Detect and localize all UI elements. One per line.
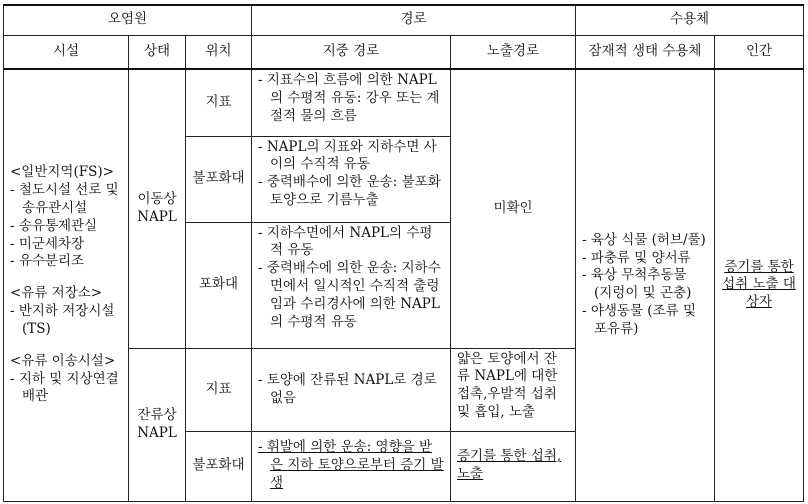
list-item: - 지표수의 흐름에 의한 NAPL의 수평적 유동: 강우 또는 계절적 물의 흐름 [258, 72, 440, 124]
header-facility: 시설 [4, 35, 129, 69]
ecological-receptors-cell [576, 69, 715, 501]
header-receptor-group: 수용체 [576, 5, 804, 35]
human-receptor-text: 증기를 통한 섭취 노출 대상자 [722, 258, 796, 311]
migration-mobile-saturated [252, 222, 451, 348]
facility-group-title: <유류 저장소> [10, 285, 103, 302]
list-item: - 토양에 잔류된 NAPL로 경로 없음 [258, 371, 437, 406]
migration-mobile-surface [252, 69, 451, 136]
facility-item-list [10, 303, 122, 339]
migration-list [258, 72, 444, 125]
header-exposure-path: 노출경로 [451, 35, 576, 69]
list-item: - 휘발에 의한 운송: 영향을 받은 지하 토양으로부터 증기 발생 [258, 439, 444, 491]
list-item: - NAPL의 지표와 지하수면 사이의 수직적 유동 [258, 138, 437, 173]
facility-item-list [10, 371, 122, 407]
exposure-mobile: 미확인 [451, 69, 576, 348]
migration-list [258, 225, 444, 332]
header-human-receptor: 인간 [715, 35, 804, 69]
facility-group [10, 353, 122, 406]
state-mobile-napl: 이동상 NAPL [129, 69, 186, 348]
facility-item: - 반지하 저장시설(TS) [10, 303, 115, 337]
exposure-residual-surface: 얇은 토양에서 잔류 NAPL에 대한 접촉,우발적 섭취 및 흡입, 노출 [451, 348, 576, 431]
header-ecological-receptor: 잠재적 생태 수용체 [576, 35, 715, 69]
header-path-group: 경로 [252, 5, 576, 35]
conceptual-site-model-table [3, 4, 804, 502]
list-item: - 중력배수에 의한 운송: 불포화토양으로 기름누출 [258, 174, 441, 208]
facility-item: - 유수분리조 [10, 253, 85, 270]
facility-group [10, 164, 122, 271]
location-mobile-surface: 지표 [186, 69, 252, 136]
facility-item: - 지하 및 지상연결배관 [10, 370, 119, 405]
facility-cell [4, 69, 129, 501]
header-migration-path: 지중 경로 [252, 35, 451, 69]
list-item: - 야생동물 (조류 및 포유류) [582, 303, 696, 337]
migration-residual-unsaturated [252, 431, 451, 501]
list-item: - 육상 식물 (허브/풀) [582, 231, 706, 248]
facility-item: - 송유통제관실 [10, 217, 98, 234]
header-source-group: 오염원 [4, 5, 252, 35]
header-location: 위치 [186, 35, 252, 69]
facility-group [10, 285, 122, 338]
location-residual-unsaturated: 불포화대 [186, 431, 252, 501]
list-item: - 육상 무척추동물 (지렁이 및 곤충) [582, 267, 692, 302]
facility-item-list [10, 182, 122, 271]
list-item: - 파충류 및 양서류 [582, 249, 691, 266]
facility-list [10, 164, 122, 406]
location-residual-surface: 지표 [186, 348, 252, 431]
exposure-residual-unsaturated: 증기를 통한 섭취, 노출 [451, 431, 576, 501]
migration-list [258, 439, 444, 492]
list-item: - 중력배수에 의한 운송: 지하수면에서 일시적인 수직적 출렁임과 수리경사에 의한 NAPL의 수평적 유동 [258, 260, 441, 330]
ecological-receptor-list [582, 232, 708, 339]
state-residual-napl: 잔류상 NAPL [129, 348, 186, 501]
list-item: - 지하수면에서 NAPL의 수평적 유동 [258, 224, 433, 259]
human-receptor-cell [715, 69, 804, 501]
migration-residual-surface [252, 348, 451, 431]
facility-group-title: <유류 이송시설> [10, 352, 116, 369]
facility-item: - 미군세차장 [10, 235, 85, 252]
header-state: 상태 [129, 35, 186, 69]
facility-group-title: <일반지역(FS)> [10, 164, 114, 181]
location-mobile-unsaturated: 불포화대 [186, 136, 252, 222]
facility-item: - 철도시설 선로 및 송유관시설 [10, 182, 119, 216]
migration-list [258, 139, 444, 210]
migration-list [258, 372, 444, 408]
migration-mobile-unsaturated [252, 136, 451, 222]
location-mobile-saturated: 포화대 [186, 222, 252, 348]
